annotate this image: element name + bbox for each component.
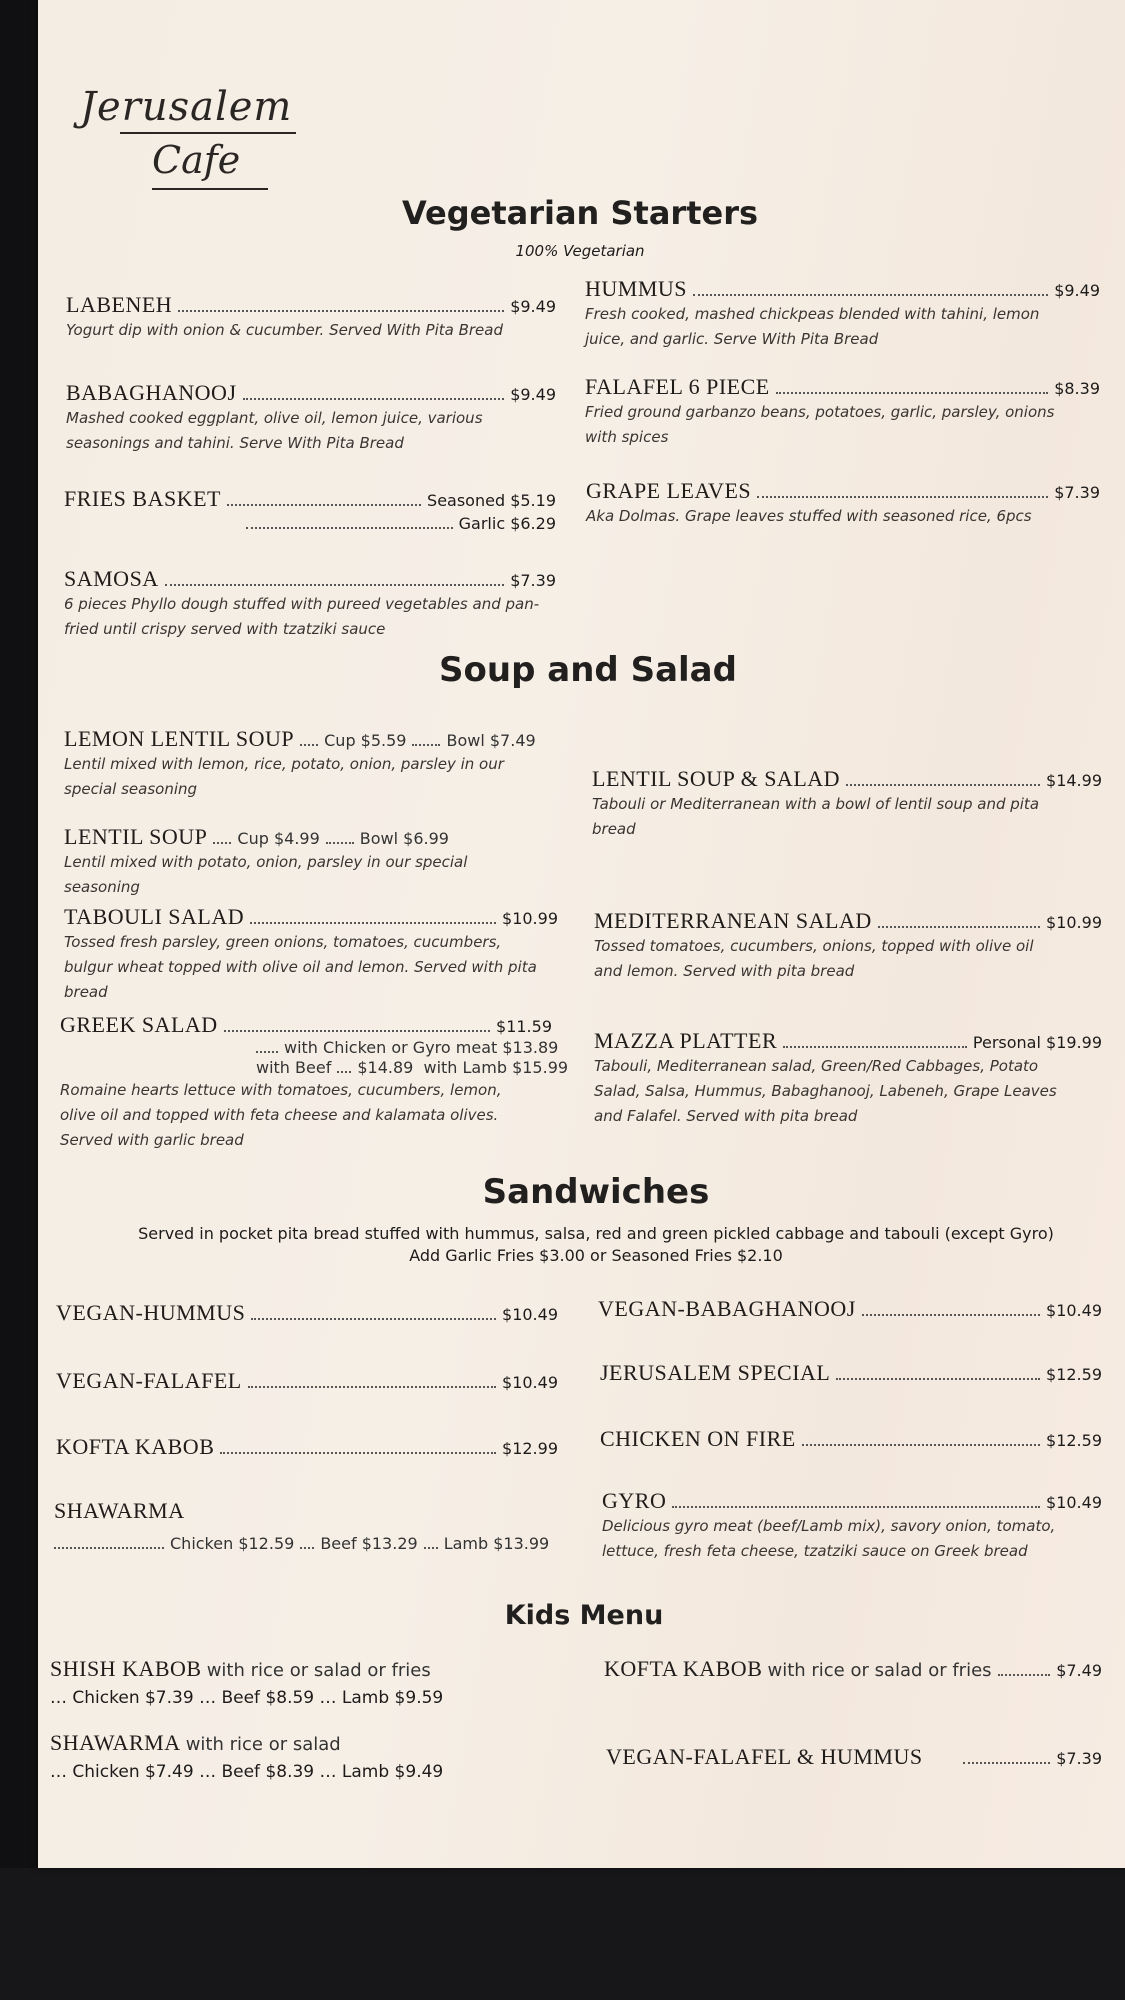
item-description: seasoning bbox=[64, 878, 140, 896]
menu-item bbox=[600, 1360, 1102, 1386]
item-price: $7.39 bbox=[1054, 483, 1100, 502]
item-name: VEGAN-HUMMUS bbox=[56, 1300, 246, 1325]
section-note: Add Garlic Fries $3.00 or Seasoned Fries $2.10 bbox=[409, 1246, 783, 1265]
item-price: Bowl $7.49 bbox=[446, 731, 536, 750]
item-description: Salad, Salsa, Hummus, Babaghanooj, Labeneh, Grape Leaves bbox=[594, 1082, 1057, 1100]
item-description: fried until crispy served with tzatziki sauce bbox=[64, 620, 386, 638]
item-price: $9.49 bbox=[1054, 281, 1100, 300]
menu-item bbox=[585, 276, 1100, 352]
item-name: GYRO bbox=[602, 1488, 667, 1513]
item-name: TABOULI SALAD bbox=[64, 904, 245, 929]
item-price: $10.49 bbox=[1046, 1493, 1102, 1512]
item-name: MAZZA PLATTER bbox=[594, 1028, 778, 1053]
logo-underline bbox=[152, 188, 268, 190]
item-price: … Chicken $7.49 … Beef $8.39 … Lamb $9.49 bbox=[50, 1762, 444, 1782]
item-price: $7.49 bbox=[1056, 1661, 1102, 1680]
item-name: VEGAN-FALAFEL & HUMMUS bbox=[606, 1744, 923, 1769]
menu-item bbox=[598, 1296, 1102, 1322]
section-title-starters: Vegetarian Starters bbox=[401, 194, 759, 232]
item-price: Beef $13.29 bbox=[320, 1534, 418, 1553]
menu-cover-edge bbox=[0, 0, 38, 1868]
menu-item bbox=[594, 908, 1102, 984]
item-price: Cup $5.59 bbox=[324, 731, 407, 750]
item-name: SAMOSA bbox=[64, 566, 159, 591]
item-extra: with rice or salad or fries bbox=[206, 1660, 431, 1681]
menu-item bbox=[600, 1426, 1102, 1452]
section-note: Served in pocket pita bread stuffed with hummus, salsa, red and green pickled cabbage and tabouli (except Gyro) bbox=[138, 1224, 1054, 1243]
item-description: special seasoning bbox=[64, 780, 198, 798]
item-description: lettuce, fresh feta cheese, tzatziki sauce on Greek bread bbox=[602, 1542, 1028, 1560]
item-name: LABENEH bbox=[66, 292, 173, 317]
item-price: $10.99 bbox=[502, 909, 558, 928]
item-name: LENTIL SOUP & SALAD bbox=[592, 766, 841, 791]
item-name: FALAFEL 6 PIECE bbox=[585, 374, 770, 399]
item-price: $7.39 bbox=[1056, 1749, 1102, 1768]
item-price: Bowl $6.99 bbox=[359, 829, 449, 848]
menu-page bbox=[38, 0, 1125, 1868]
menu-item bbox=[594, 1028, 1102, 1129]
menu-item bbox=[592, 766, 1102, 842]
item-name: FRIES BASKET bbox=[64, 486, 221, 511]
item-price: Seasoned $5.19 bbox=[427, 491, 556, 510]
item-price: $10.49 bbox=[1046, 1301, 1102, 1320]
item-description: and Falafel. Served with pita bread bbox=[594, 1107, 858, 1125]
item-name: GRAPE LEAVES bbox=[586, 478, 752, 503]
item-name: VEGAN-FALAFEL bbox=[56, 1368, 242, 1393]
item-description: Delicious gyro meat (beef/Lamb mix), savory onion, tomato, bbox=[602, 1517, 1056, 1535]
item-price: $10.99 bbox=[1046, 913, 1102, 932]
item-name: KOFTA KABOB bbox=[604, 1656, 763, 1681]
item-price: Lamb $13.99 bbox=[443, 1534, 550, 1553]
menu-item bbox=[64, 824, 564, 900]
item-description: Tossed tomatoes, cucumbers, onions, topped with olive oil bbox=[594, 937, 1034, 955]
menu-item bbox=[602, 1488, 1102, 1564]
menu-item bbox=[66, 380, 556, 456]
item-price: $14.99 bbox=[1046, 771, 1102, 790]
item-description: 6 pieces Phyllo dough stuffed with pureed vegetables and pan- bbox=[64, 595, 540, 613]
item-price: $12.59 bbox=[1046, 1365, 1102, 1384]
item-description: seasonings and tahini. Serve With Pita Bread bbox=[66, 434, 404, 452]
item-description: Romaine hearts lettuce with tomatoes, cucumbers, lemon, bbox=[60, 1081, 502, 1099]
section-title-sandwiches: Sandwiches bbox=[482, 1172, 710, 1212]
menu-item bbox=[56, 1434, 558, 1460]
item-description: Tossed fresh parsley, green onions, tomatoes, cucumbers, bbox=[64, 933, 502, 951]
menu-item bbox=[64, 726, 564, 802]
menu-item bbox=[60, 1012, 569, 1153]
item-price: Cup $4.99 bbox=[237, 829, 320, 848]
item-description: juice, and garlic. Serve With Pita Bread bbox=[585, 330, 879, 348]
item-description: olive oil and topped with feta cheese and kalamata olives. bbox=[60, 1106, 499, 1124]
item-name: HUMMUS bbox=[585, 276, 688, 301]
item-description: and lemon. Served with pita bread bbox=[594, 962, 855, 980]
menu-item bbox=[50, 1656, 570, 1708]
item-price: $11.59 bbox=[496, 1017, 552, 1036]
menu-item bbox=[66, 292, 556, 343]
item-name: JERUSALEM SPECIAL bbox=[600, 1360, 831, 1385]
item-price: $7.39 bbox=[510, 571, 556, 590]
table-surface bbox=[0, 1868, 1125, 2000]
menu-item bbox=[606, 1744, 1102, 1770]
item-name: SHAWARMA bbox=[50, 1730, 181, 1755]
item-extra: with rice or salad bbox=[185, 1734, 341, 1755]
item-description: Served with garlic bread bbox=[60, 1131, 244, 1149]
item-description: Fried ground garbanzo beans, potatoes, garlic, parsley, onions bbox=[585, 403, 1055, 421]
item-price: … Chicken $7.39 … Beef $8.59 … Lamb $9.59 bbox=[50, 1688, 444, 1708]
item-price: Garlic $6.29 bbox=[458, 514, 556, 533]
item-name: BABAGHANOOJ bbox=[66, 380, 237, 405]
menu-item bbox=[50, 1730, 570, 1782]
item-name: GREEK SALAD bbox=[60, 1012, 218, 1037]
section-title-soup-salad: Soup and Salad bbox=[439, 650, 737, 690]
item-name: LENTIL SOUP bbox=[64, 824, 208, 849]
item-name: MEDITERRANEAN SALAD bbox=[594, 908, 872, 933]
item-price: with Beef bbox=[256, 1058, 332, 1077]
menu-item bbox=[585, 374, 1100, 450]
section-subtitle-starters: 100% Vegetarian bbox=[515, 242, 645, 260]
item-price: with Chicken or Gyro meat $13.89 bbox=[284, 1038, 559, 1057]
item-description: bread bbox=[64, 983, 108, 1001]
item-price: $8.39 bbox=[1054, 379, 1100, 398]
item-description: Lentil mixed with potato, onion, parsley in our special bbox=[64, 853, 468, 871]
item-price: $12.59 bbox=[1046, 1431, 1102, 1450]
item-price: Chicken $12.59 bbox=[170, 1534, 295, 1553]
menu-item bbox=[56, 1300, 558, 1326]
menu-item bbox=[64, 566, 556, 642]
item-description: Fresh cooked, mashed chickpeas blended with tahini, lemon bbox=[585, 305, 1040, 323]
item-price: $9.49 bbox=[510, 297, 556, 316]
menu-item bbox=[56, 1368, 558, 1394]
item-price: $10.49 bbox=[502, 1305, 558, 1324]
logo-underline bbox=[120, 132, 296, 134]
item-price: Personal $19.99 bbox=[972, 1033, 1102, 1052]
item-description: Aka Dolmas. Grape leaves stuffed with seasoned rice, 6pcs bbox=[586, 507, 1032, 525]
item-name: CHICKEN ON FIRE bbox=[600, 1426, 796, 1451]
item-description: Mashed cooked eggplant, olive oil, lemon juice, various bbox=[66, 409, 483, 427]
item-description: Tabouli, Mediterranean salad, Green/Red Cabbages, Potato bbox=[594, 1057, 1039, 1075]
item-description: bulgur wheat topped with olive oil and lemon. Served with pita bbox=[64, 958, 537, 976]
item-name: LEMON LENTIL SOUP bbox=[64, 726, 295, 751]
logo-line-1: Jerusalem bbox=[80, 84, 293, 130]
item-name: VEGAN-BABAGHANOOJ bbox=[598, 1296, 856, 1321]
menu-item bbox=[586, 478, 1100, 529]
cafe-logo bbox=[80, 84, 310, 204]
item-price: $10.49 bbox=[502, 1373, 558, 1392]
item-name: SHISH KABOB bbox=[50, 1656, 202, 1681]
item-description: bread bbox=[592, 820, 636, 838]
item-description: Lentil mixed with lemon, rice, potato, onion, parsley in our bbox=[64, 755, 504, 773]
menu-item bbox=[604, 1656, 1102, 1682]
section-title-kids: Kids Menu bbox=[504, 1600, 664, 1631]
item-description: Tabouli or Mediterranean with a bowl of lentil soup and pita bbox=[592, 795, 1040, 813]
item-description: Yogurt dip with onion & cucumber. Served With Pita Bread bbox=[66, 321, 503, 339]
item-extra: with rice or salad or fries bbox=[767, 1660, 992, 1681]
item-price: $9.49 bbox=[510, 385, 556, 404]
item-name: SHAWARMA bbox=[54, 1498, 185, 1523]
menu-item bbox=[64, 486, 556, 534]
item-description: with spices bbox=[585, 428, 669, 446]
item-name: KOFTA KABOB bbox=[56, 1434, 215, 1459]
menu-item bbox=[64, 904, 558, 1005]
item-price: with Lamb $15.99 bbox=[423, 1058, 569, 1077]
item-price: $14.89 bbox=[357, 1058, 414, 1077]
logo-line-2: Cafe bbox=[152, 138, 241, 182]
menu-item bbox=[54, 1498, 558, 1554]
item-price: $12.99 bbox=[502, 1439, 558, 1458]
